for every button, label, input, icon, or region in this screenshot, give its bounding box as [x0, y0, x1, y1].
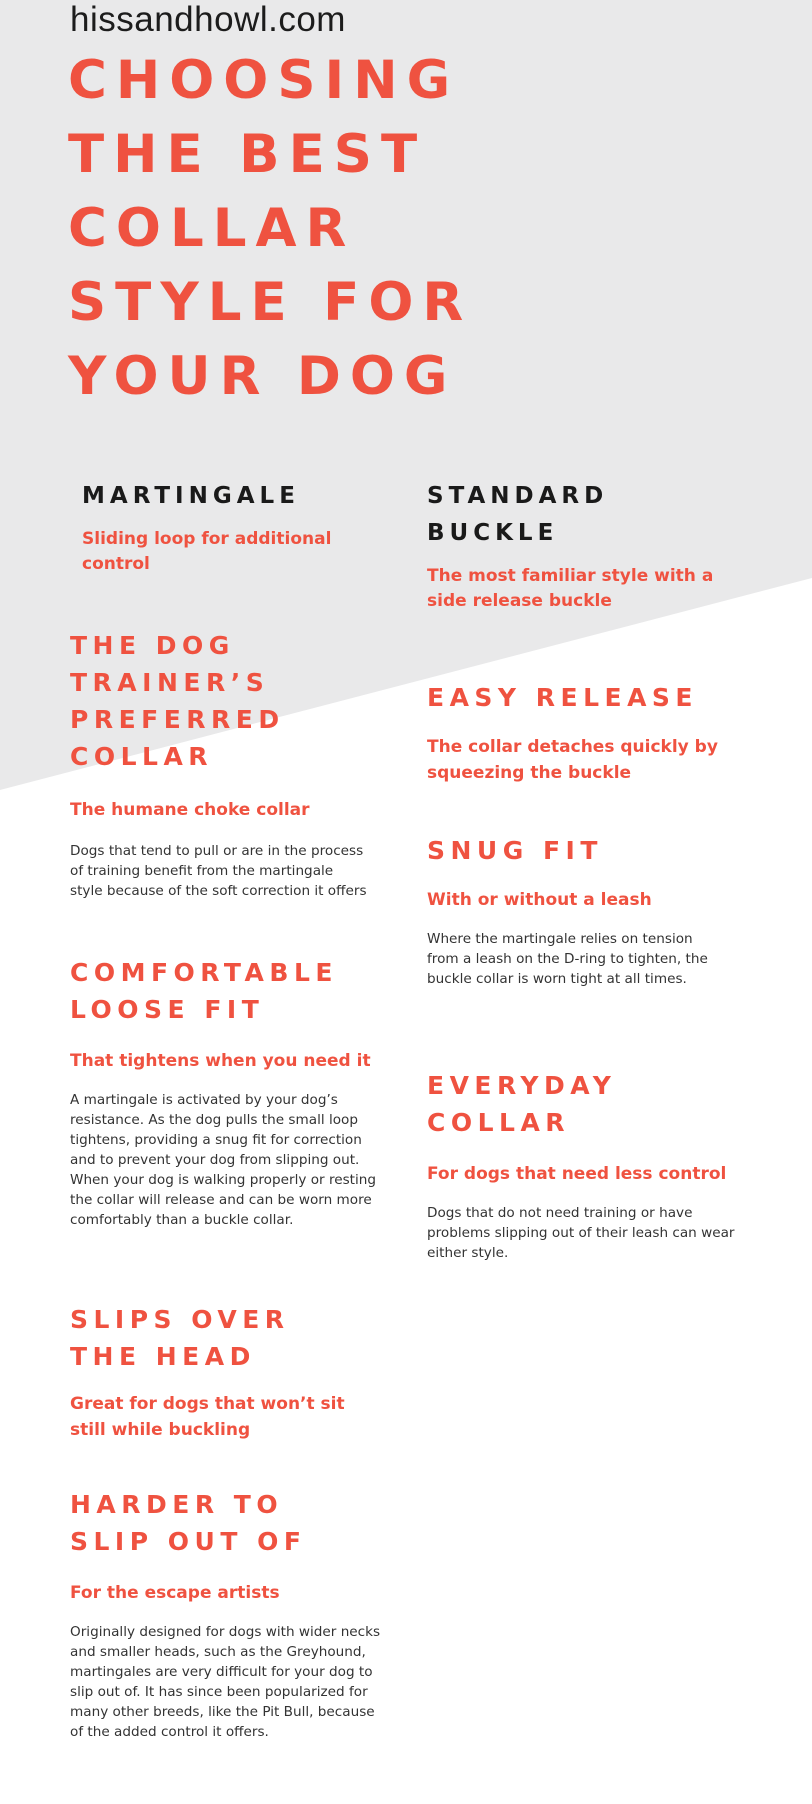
- section-snug-fit: [427, 832, 767, 989]
- section-heading: HARDER TO SLIP OUT OF: [70, 1490, 307, 1556]
- section-subheading: For the escape artists: [70, 1583, 280, 1603]
- section-easy-release: [427, 679, 767, 786]
- section-heading: EASY RELEASE: [427, 683, 699, 712]
- section-body: A martingale is activated by your dog’s resistance. As the dog pulls the small loop tightens, providing a snug fit for correction and to prevent your dog from slipping out. When your dog is walking properly or resting the collar will release and can be worn more comfortably than a buckle collar.: [70, 1092, 377, 1228]
- section-heading: SLIPS OVER THE HEAD: [70, 1305, 290, 1371]
- section-heading: EVERYDAY COLLAR: [427, 1071, 617, 1137]
- section-trainers-collar: [70, 627, 420, 901]
- section-heading: COMFORTABLE LOOSE FIT: [70, 958, 338, 1024]
- section-slips-over-head: [70, 1301, 420, 1443]
- standard-buckle-tagline: The most familiar style with a side release buckle: [427, 566, 714, 611]
- title-line: COLLAR: [68, 198, 356, 259]
- section-subheading: For dogs that need less control: [427, 1164, 727, 1184]
- standard-buckle-heading: STANDARD BUCKLE: [427, 483, 609, 546]
- site-url: hissandhowl.com: [70, 0, 346, 39]
- section-body: Dogs that do not need training or have problems slipping out of their leash can wear either style.: [427, 1205, 735, 1261]
- section-everyday-collar: [427, 1067, 767, 1263]
- standard-buckle-column: [427, 478, 767, 614]
- page-title: [68, 44, 472, 414]
- title-line: CHOOSING: [68, 50, 460, 111]
- section-harder-to-slip: [70, 1486, 420, 1742]
- section-subheading: With or without a leash: [427, 890, 652, 910]
- section-subheading: The humane choke collar: [70, 800, 310, 820]
- title-line: THE BEST: [68, 124, 427, 185]
- section-comfortable-fit: [70, 954, 420, 1230]
- title-line: STYLE FOR: [68, 272, 473, 333]
- section-heading: SNUG FIT: [427, 836, 603, 865]
- section-body: Where the martingale relies on tension from a leash on the D-ring to tighten, the buckle collar is worn tight at all times.: [427, 931, 708, 987]
- section-subheading: That tightens when you need it: [70, 1051, 371, 1071]
- section-body: Originally designed for dogs with wider necks and smaller heads, such as the Greyhound, martingales are very difficult for your dog to slip out of. It has since been popularized for many other breeds, like the Pit Bull, because of the added control it offers.: [70, 1624, 381, 1740]
- martingale-column: [82, 478, 422, 577]
- title-line: YOUR DOG: [68, 346, 457, 407]
- section-subheading: The collar detaches quickly by squeezing the buckle: [427, 737, 718, 783]
- martingale-tagline: Sliding loop for additional control: [82, 529, 332, 574]
- section-subheading: Great for dogs that won’t sit still while buckling: [70, 1394, 345, 1440]
- martingale-heading: MARTINGALE: [82, 483, 300, 509]
- section-heading: THE DOG TRAINER’S PREFERRED COLLAR: [70, 631, 285, 771]
- section-body: Dogs that tend to pull or are in the process of training benefit from the martingale style because of the soft correction it offers: [70, 843, 367, 899]
